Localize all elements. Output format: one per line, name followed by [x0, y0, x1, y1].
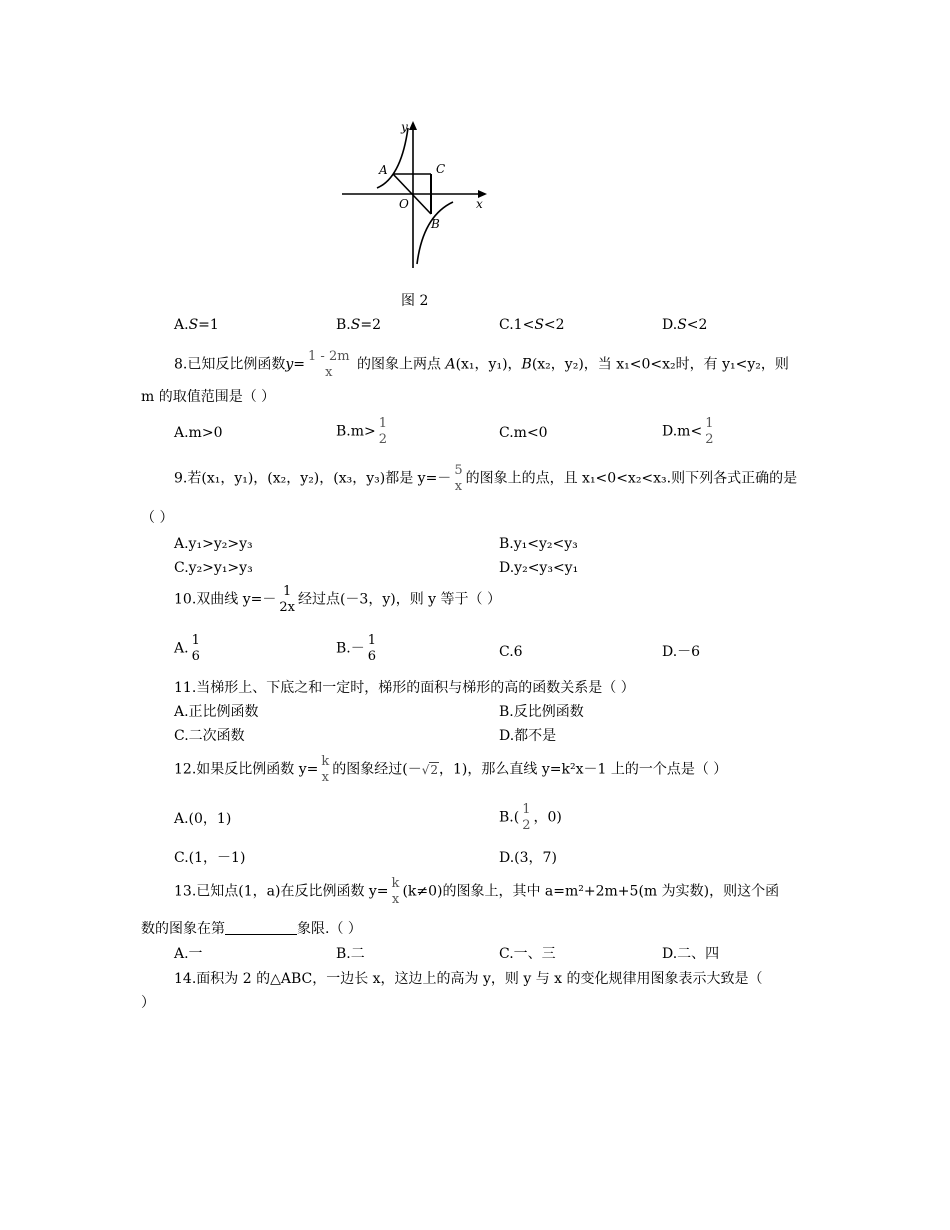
q9-option-a: A.y₁>y₂>y₃: [174, 536, 253, 552]
q8-fraction: 1 - 2m x: [308, 349, 350, 380]
q12-option-b: B.( 1 2 ，0): [499, 802, 562, 833]
q12-option-c: C.(1，－1): [174, 850, 246, 866]
q7-option-d: D.S<2: [662, 317, 708, 333]
q10-option-b: B.－ 1 6: [336, 633, 377, 664]
q10-stem: 10.双曲线 y=－ 1 2x 经过点(－3，y)，则 y 等于（ ）: [174, 584, 501, 615]
q8-option-b: B.m> 1 2: [336, 416, 388, 447]
label-a: A: [379, 163, 388, 177]
q7-option-c: C.1<S<2: [499, 317, 565, 333]
q10-option-c: C.6: [499, 644, 523, 660]
q11-stem: 11.当梯形上、下底之和一定时，梯形的面积与梯形的高的函数关系是（ ）: [174, 680, 635, 696]
label-c: C: [436, 162, 446, 176]
q11-option-d: D.都不是: [499, 728, 557, 744]
q11-option-b: B.反比例函数: [499, 704, 584, 720]
q13-option-d: D.二、四: [662, 946, 720, 962]
q8-option-d: D.m< 1 2: [662, 416, 714, 447]
q13-option-b: B.二: [336, 946, 365, 962]
q11-option-c: C.二次函数: [174, 728, 245, 744]
q13-stem-line2: 数的图象在第 象限.（ ）: [141, 921, 362, 937]
q14-stem-line2: ）: [141, 995, 155, 1011]
sqrt-symbol: √2: [421, 762, 439, 777]
q8-option-c: C.m<0: [499, 425, 548, 441]
q9-option-c: C.y₂>y₁>y₃: [174, 560, 253, 576]
q12-option-d: D.(3，7): [499, 850, 557, 866]
q13-option-a: A.一: [174, 946, 203, 962]
q9-option-d: D.y₂<y₃<y₁: [499, 560, 579, 576]
label-o: O: [399, 197, 409, 211]
q7-option-b: B.S=2: [336, 317, 381, 333]
q9-option-b: B.y₁<y₂<y₃: [499, 536, 578, 552]
q9-stem: 9.若(x₁，y₁)，(x₂，y₂)，(x₃，y₃)都是 y=－ 5 x 的图象上的点，且 x₁<0<x₂<x₃.则下列各式正确的是: [174, 463, 798, 494]
q10-option-d: D.－6: [662, 644, 701, 660]
q8-option-a: A.m>0: [174, 425, 223, 441]
q14-stem: 14.面积为 2 的△ABC，一边长 x，这边上的高为 y，则 y 与 x 的变化规律用图象表示大致是（: [174, 971, 763, 987]
q12-option-a: A.(0，1): [174, 811, 232, 827]
q13-option-c: C.一、三: [499, 946, 556, 962]
q8-stem: 8.已知反比例函数y= 1 - 2m x 的图象上两点 A(x₁，y₁)，B(x₂，y₂)，当 x₁<0<x₂时，有 y₁<y₂，则: [174, 349, 789, 380]
q13-stem: 13.已知点(1，a)在反比例函数 y= k x (k≠0)的图象上，其中 a=m²+2m+5(m 为实数)，则这个函: [174, 876, 780, 907]
answer-blank: [225, 920, 297, 935]
label-y: y: [401, 120, 408, 134]
q12-stem: 12.如果反比例函数 y= k x 的图象经过(－√2，1)，那么直线 y=k²x－1 上的一个点是（ ）: [174, 754, 728, 785]
label-x: x: [476, 197, 483, 211]
q9-paren: （ ）: [141, 510, 174, 526]
q10-option-a: A. 1 6: [174, 633, 200, 664]
hyperbola-figure: [335, 118, 495, 273]
label-b: B: [431, 217, 440, 231]
figure-caption: 图 2: [401, 293, 429, 309]
q7-option-a: A.S=1: [174, 317, 219, 333]
q11-option-a: A.正比例函数: [174, 704, 259, 720]
q8-stem-line2: m 的取值范围是（ ）: [141, 389, 276, 405]
